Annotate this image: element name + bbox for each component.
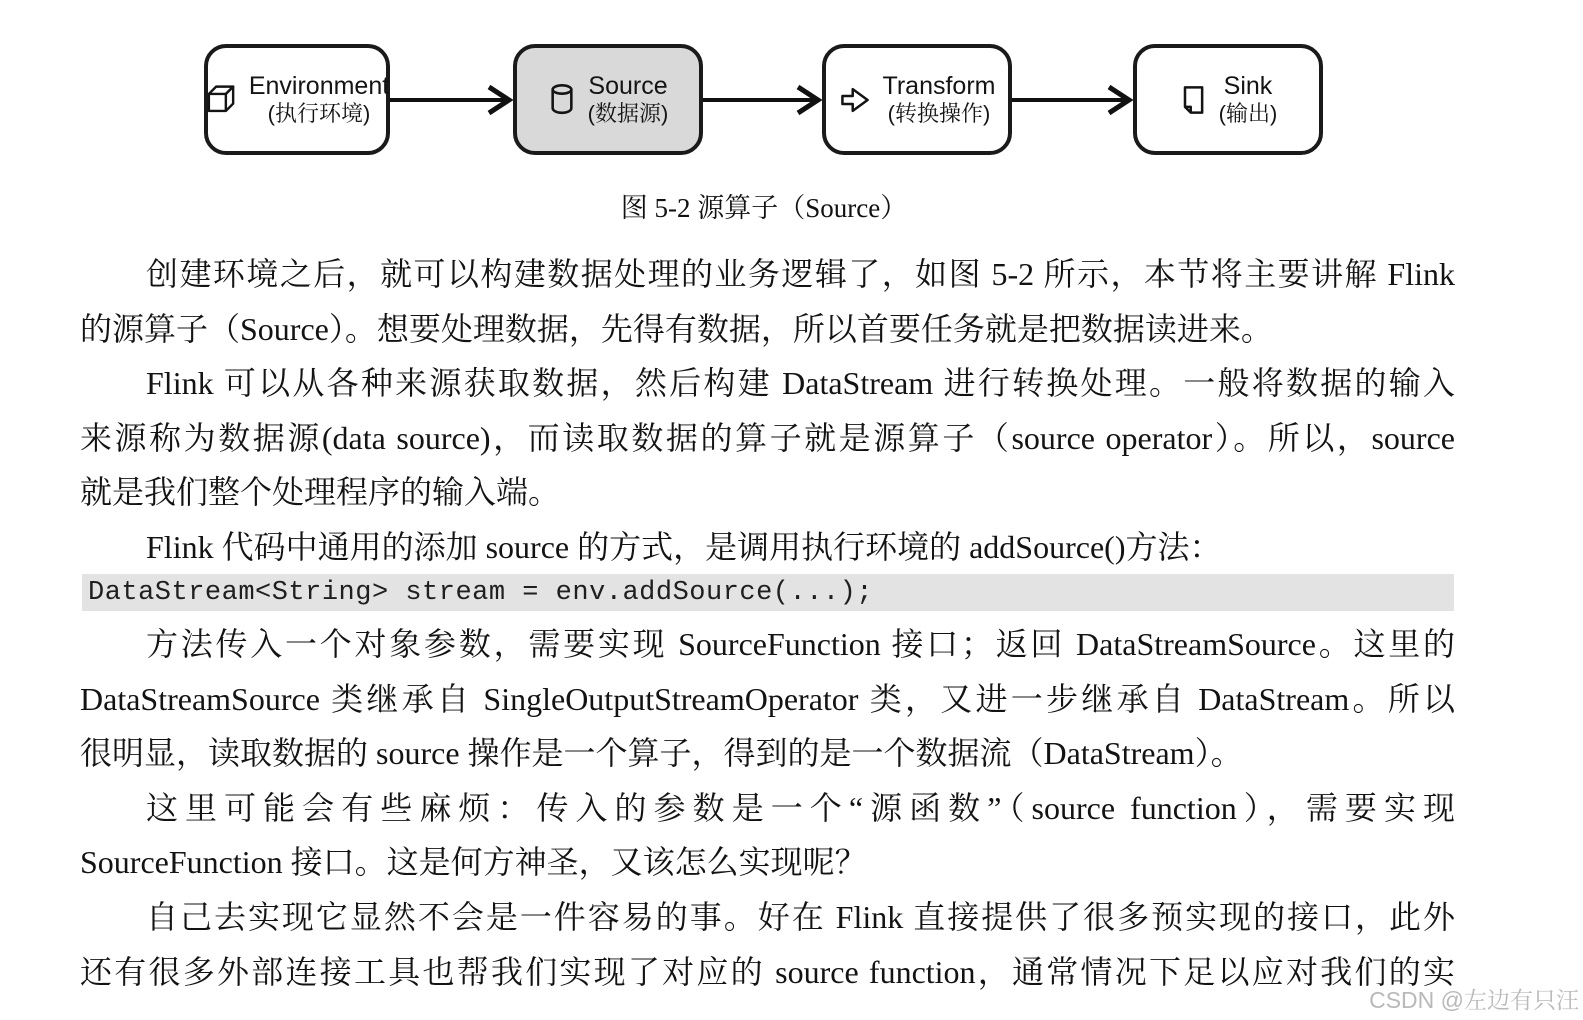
node-title: Transform <box>882 71 996 100</box>
text-line: 还有很多外部连接工具也帮我们实现了对应的 source function，通常情况下足以应对我们的实 <box>80 953 1455 990</box>
node-subtitle: (数据源) <box>587 101 669 127</box>
text-line: Flink 可以从各种来源获取数据，然后构建 DataStream 进行转换处理。一般将数据的输入 <box>146 365 1455 402</box>
node-subtitle: (输出) <box>1218 101 1278 127</box>
database-icon <box>548 82 576 118</box>
node-title: Source <box>588 71 668 100</box>
diagram-node-sink <box>1133 44 1323 155</box>
cube-icon <box>205 83 237 117</box>
text-line: 的源算子（Source）。想要处理数据，先得有数据，所以首要任务就是把数据读进来。 <box>80 310 1273 347</box>
text-line: 自己去实现它显然不会是一件容易的事。好在 Flink 直接提供了很多预实现的接口，此外 <box>146 898 1455 935</box>
flow-arrow <box>703 83 822 117</box>
node-label <box>883 71 996 128</box>
page-icon <box>1179 84 1207 116</box>
arrow-right-icon <box>839 85 871 115</box>
text-line: Flink 代码中通用的添加 source 的方式，是调用执行环境的 addSource()方法： <box>146 528 1222 565</box>
node-label <box>588 71 669 128</box>
paragraphs-top <box>80 247 1455 575</box>
text-line: 创建环境之后，就可以构建数据处理的业务逻辑了，如图 5-2 所示，本节将主要讲解 Flink <box>146 256 1455 292</box>
flow-arrow <box>390 83 513 117</box>
text-line: SourceFunction 接口。这是何方神圣，又该怎么实现呢？ <box>80 844 867 881</box>
flow-arrow <box>1012 83 1133 117</box>
node-title: Sink <box>1223 71 1273 100</box>
text-line: 很明显，读取数据的 source 操作是一个算子，得到的是一个数据流（DataStream）。 <box>80 735 1243 772</box>
text-line: 这里可能会有些麻烦：传入的参数是一个“源函数”（source function），需要实现 <box>146 789 1455 826</box>
code-snippet: DataStream<String> stream = env.addSource(...); <box>82 574 1454 611</box>
text-line: DataStreamSource 类继承自 SingleOutputStreamOperator 类，又进一步继承自 DataStream。所以 <box>80 680 1455 717</box>
diagram-node-environment <box>204 44 390 155</box>
node-subtitle: (转换操作) <box>887 101 991 127</box>
node-title: Environment <box>248 71 390 100</box>
diagram-node-source <box>513 44 703 155</box>
text-line: 就是我们整个处理程序的输入端。 <box>80 474 561 511</box>
text-line: 方法传入一个对象参数，需要实现 SourceFunction 接口；返回 DataStreamSource。这里的 <box>146 626 1455 662</box>
node-label <box>1219 71 1278 128</box>
csdn-watermark: CSDN @左边有只汪 <box>1369 987 1579 1013</box>
diagram-node-transform <box>822 44 1012 155</box>
paragraphs-bottom <box>80 617 1455 999</box>
node-subtitle: (执行环境) <box>267 101 371 127</box>
text-line: 来源称为数据源(data source)，而读取数据的算子就是源算子（source operator）。所以，source <box>80 419 1455 456</box>
figure-caption: 图 5-2 源算子（Source） <box>620 193 908 223</box>
node-label <box>249 71 389 128</box>
